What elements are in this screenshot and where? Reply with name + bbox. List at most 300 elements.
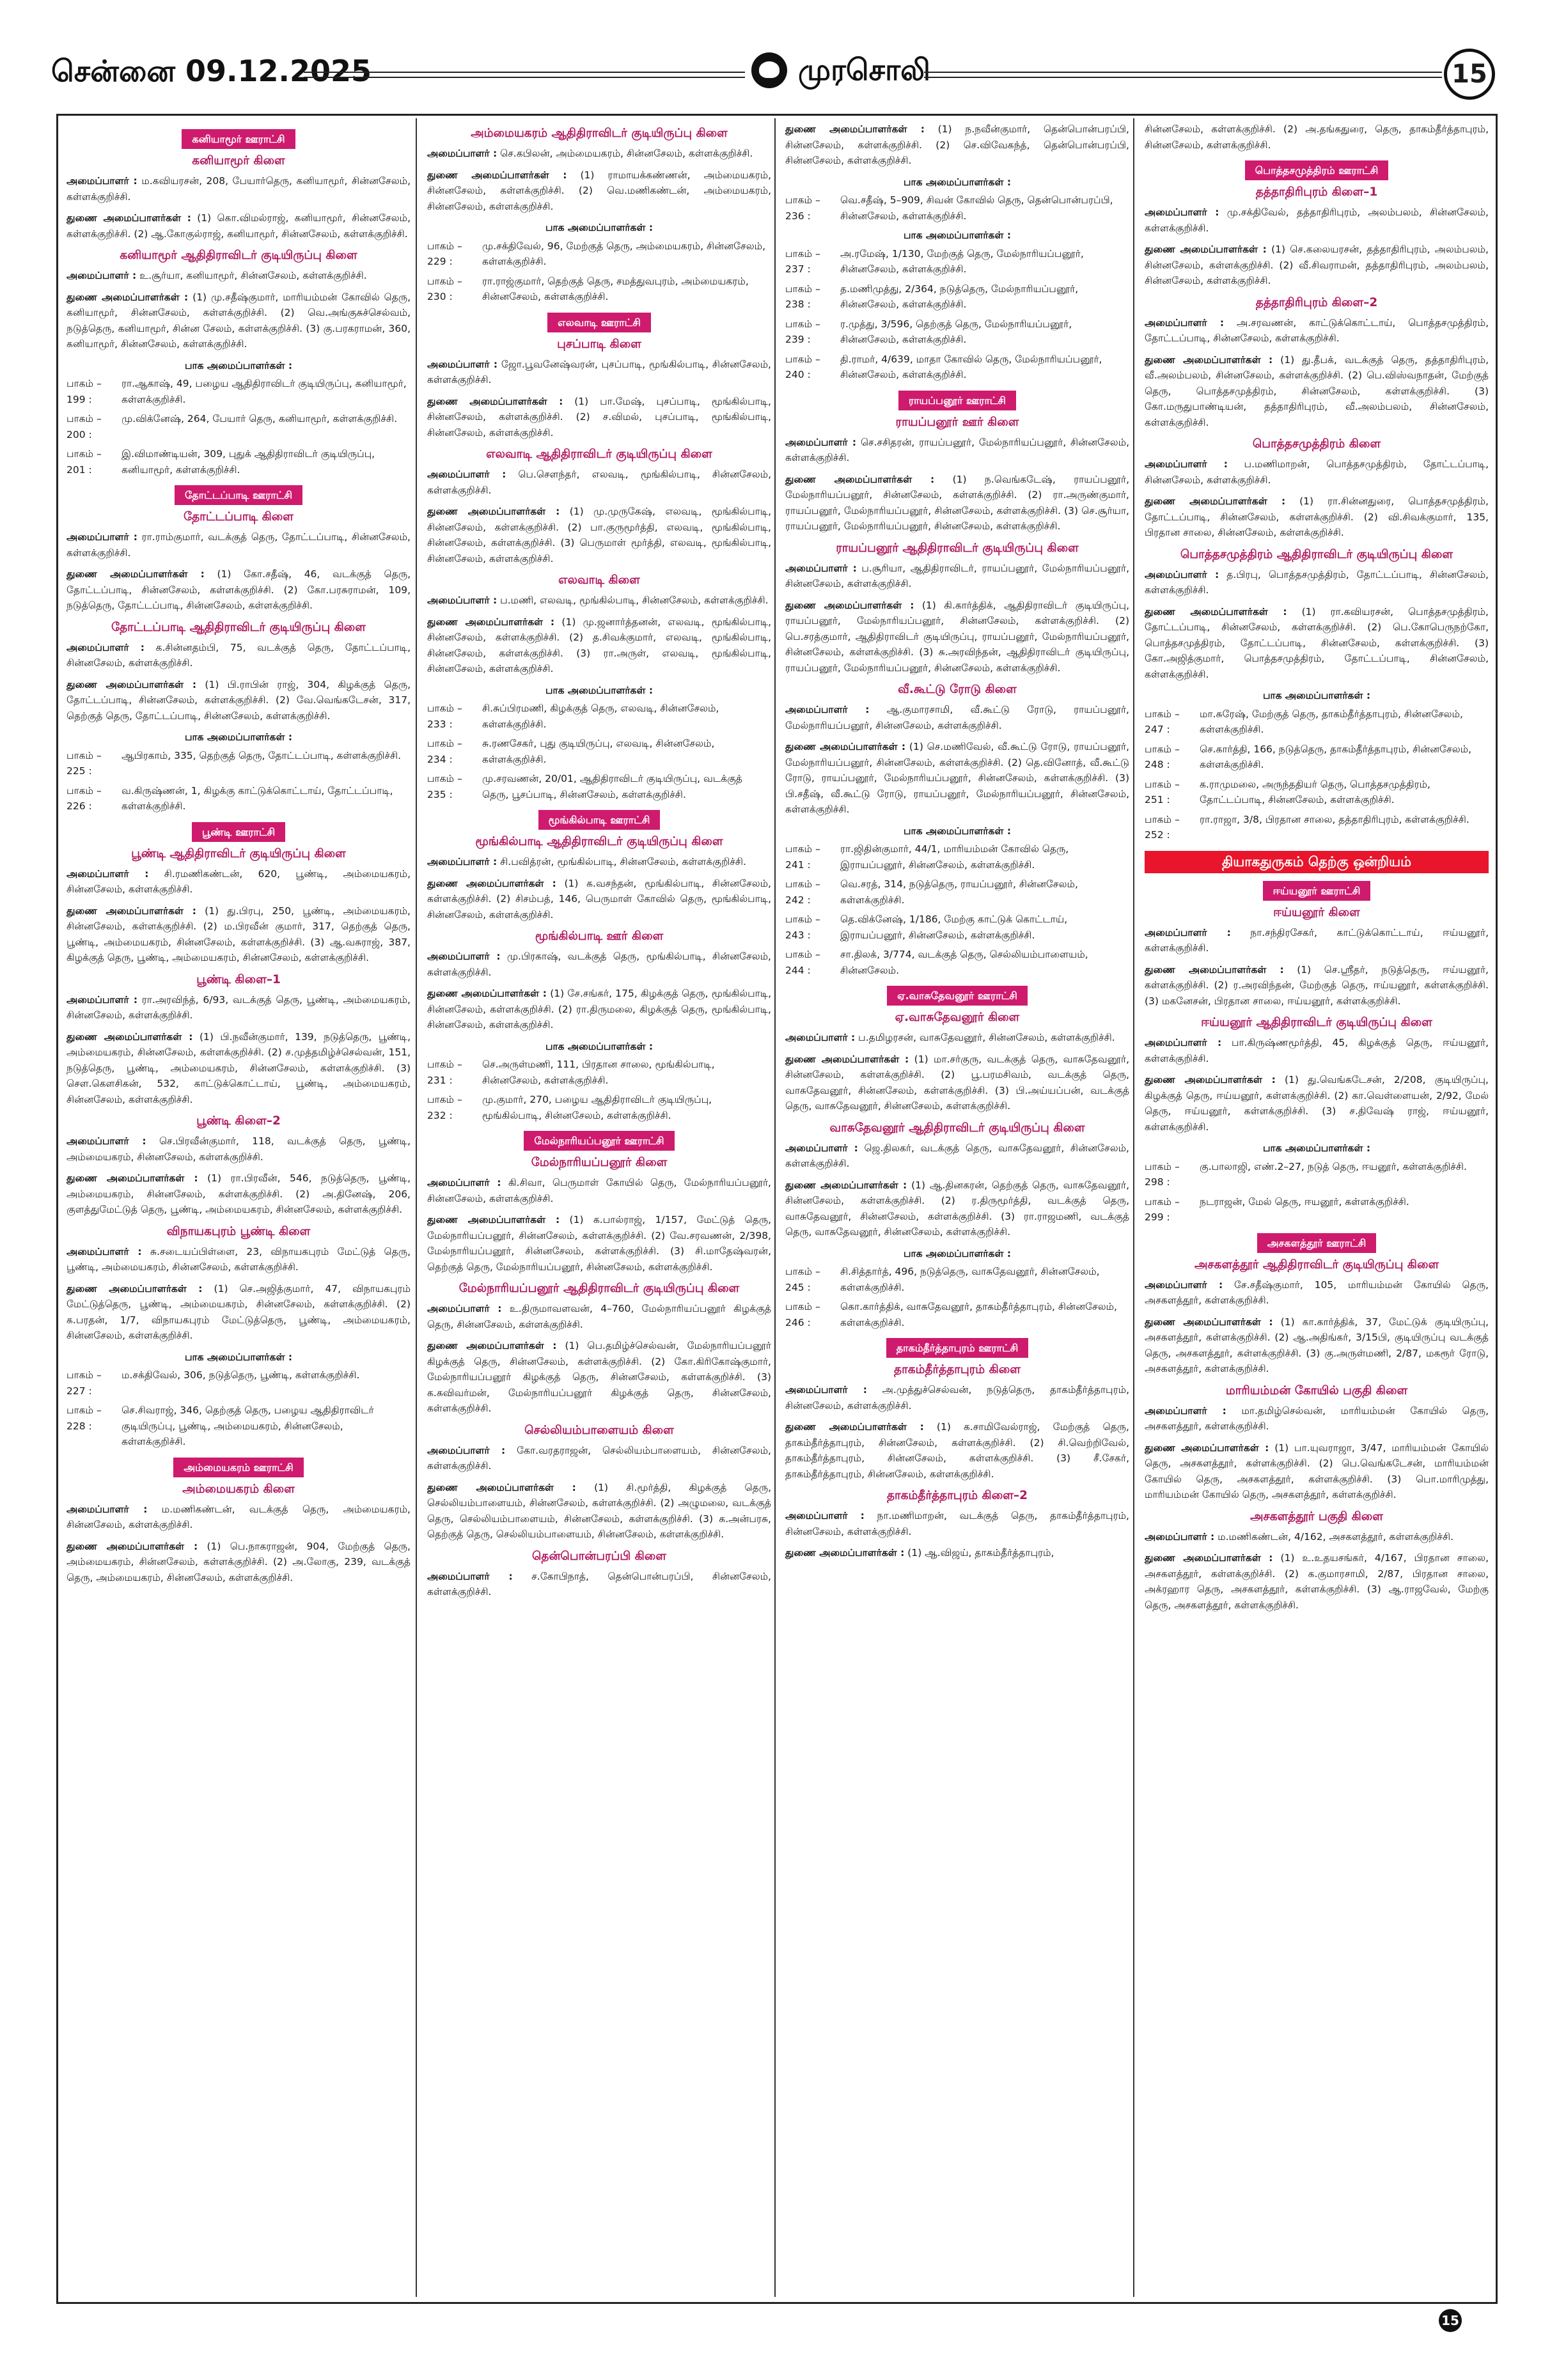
booth-detail: மு.சக்திவேல், 96, மேற்குத் தெரு, அம்மையகரம், சின்னசேலம், கள்ளக்குறிச்சி. <box>482 240 766 267</box>
entry-text: செ.சசிதரன், ராயப்பனூர், மேல்நாரியப்பனூர், சின்னசேலம், கள்ளக்குறிச்சி. <box>785 436 1129 463</box>
role-label: துணை அமைப்பாளர்கள் : <box>427 616 555 628</box>
entry-text: சி.பவித்ரன், மூங்கில்பாடி, சின்னசேலம், கள்ளக்குறிச்சி. <box>500 856 746 867</box>
subsection-label: பாக அமைப்பாளர்கள் : <box>184 1351 293 1363</box>
appointment-entry <box>427 467 771 498</box>
role-label: துணை அமைப்பாளர்கள் : <box>67 291 189 303</box>
footer-page-number: 15 <box>1439 2309 1462 2332</box>
entry-text: பெ.சௌந்தர், எலவடி, மூங்கில்பாடி, சின்னசேலம், கள்ளக்குறிச்சி. <box>427 469 771 496</box>
role-label: அமைப்பாளர் : <box>67 867 149 880</box>
appointment-entry <box>67 268 411 284</box>
appointment-entry <box>785 702 1129 733</box>
booth-detail: மு.குமார், 270, பழைய ஆதிதிராவிடர் குடியிருப்பு, மூங்கில்பாடி, சின்னசேலம், கள்ளக்குறிச்சி. <box>482 1094 712 1121</box>
entry-text: த.பிரபு, பொத்தசமுத்திரம், தோட்டப்பாடி, சின்னசேலம், கள்ளக்குறிச்சி. <box>1145 568 1489 596</box>
branch-heading: பூண்டி கிளை–2 <box>196 1114 281 1128</box>
role-label: துணை அமைப்பாளர்கள் : <box>785 123 925 135</box>
masthead-rule-left <box>304 72 745 78</box>
entry-text: ப.தமிழரசன், வாசுதேவனூர், சின்னசேலம், கள்ளக்குறிச்சி. <box>858 1032 1115 1043</box>
role-label: அமைப்பாளர் : <box>427 1570 513 1582</box>
entry-text: (1) செ.மணிவேல், வீ.கூட்டு ரோடு, ராயப்பனூர், மேல்நாரியப்பனூர், சின்னசேலம், கள்ளக்குறிச்சி. (2) தெ.வினோத், வீ.கூட்டு ரோடு, ராயப்பனூர், மேல்நாரியப்பனூர், சின்னசேலம், கள்ளக்குறிச்சி. (3) பி.சதீஷ், வீ.கூட்டு ரோடு, ராயப்பனூர், மேல்நாரியப்பனூர், சின்னசேலம், கள்ளக்குறிச்சி. <box>785 741 1129 815</box>
booth-number: பாகம் – 298 : <box>1145 1160 1180 1188</box>
booth-detail: வெ.சதீஷ், 5–909, சிவன் கோவில் தெரு, தென்பொன்பரப்பி, சின்னசேலம், கள்ளக்குறிச்சி. <box>840 194 1113 222</box>
section-banner: எலவாடி ஊராட்சி <box>547 313 651 332</box>
role-label: துணை அமைப்பாளர்கள் : <box>67 1282 203 1295</box>
appointment-entry <box>67 1539 411 1586</box>
subsection-label: பாக அமைப்பாளர்கள் : <box>903 1247 1012 1259</box>
entry-text: சி.ரமணிகண்டன், 620, பூண்டி, அம்மையகரம், சின்னசேலம், கள்ளக்குறிச்சி. <box>67 867 411 895</box>
section-banner: அசகளத்தூர் ஊராட்சி <box>1257 1233 1377 1253</box>
booth-number: பாகம் – 251 : <box>1145 778 1180 805</box>
subsection-label: பாக அமைப்பாளர்கள் : <box>545 684 654 696</box>
entry-text: (1) பி.நவீன்குமார், 139, நடுத்தெரு, பூண்டி, அம்மையகரம், சின்னசேலம், கள்ளக்குறிச்சி. (2) ச.முத்தமிழ்ச்செல்வன், 151, நடுத்தெரு, பூண்டி, அம்மையகரம், சின்னசேலம், கள்ளக்குறிச்சி. (3) சௌ.கௌசிகன், 532, காட்டுக்கொட்டாய், பூண்டி, அம்மையகரம், சின்னசேலம், கள்ளக்குறிச்சி. <box>67 1031 411 1105</box>
branch-heading: தத்தாதிரிபுரம் கிளை–1 <box>1255 185 1378 199</box>
booth-entry <box>427 771 771 802</box>
branch-heading: ராயப்பனூர் ஊர் கிளை <box>895 415 1019 429</box>
branch-heading: ராயப்பனூர் ஆதிதிராவிடர் குடியிருப்பு கிளை <box>836 541 1079 555</box>
role-label: அமைப்பாளர் : <box>1145 1530 1215 1543</box>
booth-detail: இ.விமாண்டியன், 309, புதுக் ஆதிதிராவிடர் குடியிருப்பு, கனியாமூர், கள்ளக்குறிச்சி. <box>121 448 375 476</box>
branch-heading: ஈய்யனூர் கிளை <box>1273 905 1360 919</box>
appointment-entry <box>427 876 771 923</box>
entry-text: (1) சி.மூர்த்தி, கிழக்குத் தெரு, செல்லியம்பாளையம், சின்னசேலம், கள்ளக்குறிச்சி. (2) அழுமலை, வடக்குத் தெரு, செல்லியம்பாளையம், சின்னசேலம், கள்ளக்குறிச்சி. (3) க.அன்பரசு, தெற்குத் தெரு, செல்லியம்பாளையம், சின்னசேலம், கள்ளக்குறிச்சி. <box>427 1481 771 1540</box>
booth-entry <box>785 1299 1129 1330</box>
role-label: அமைப்பாளர் : <box>1145 316 1225 329</box>
entry-text: (1) செ.அஜித்குமார், 47, விநாயகபுரம் மேட்டுத்தெரு, பூண்டி, அம்மையகரம், சின்னசேலம், கள்ளக்குறிச்சி. (2) க.பரதன், 1/7, விநாயகபுரம் மேட்டுத்தெரு, பூண்டி, அம்மையகரம், சின்னசேலம், கள்ளக்குறிச்சி. <box>67 1282 411 1341</box>
branch-heading: மூங்கில்பாடி ஆதிதிராவிடர் குடியிருப்பு கிளை <box>475 835 723 848</box>
entry-text: செ.பிரவீன்குமார், 118, வடக்குத் தெரு, பூண்டி, அம்மையகரம், சின்னசேலம், கள்ளக்குறிச்சி. <box>67 1135 411 1163</box>
booth-entry <box>1145 1194 1489 1225</box>
appointment-entry <box>1145 567 1489 598</box>
appointment-entry <box>427 593 771 609</box>
entry-text: உ.சூர்யா, கனியாமூர், சின்னசேலம், கள்ளக்குறிச்சி. <box>139 270 367 281</box>
role-label: துணை அமைப்பாளர்கள் : <box>67 212 191 224</box>
booth-number: பாகம் – 231 : <box>427 1059 462 1086</box>
appointment-entry <box>67 677 411 724</box>
entry-text: க.சின்னதம்பி, 75, வடக்குத் தெரு, தோட்டப்பாடி, சின்னசேலம், கள்ளக்குறிச்சி. <box>67 641 411 669</box>
appointment-entry <box>1145 925 1489 956</box>
role-label: துணை அமைப்பாளர்கள் : <box>1145 1074 1276 1085</box>
appointment-entry <box>785 598 1129 676</box>
role-label: துணை அமைப்பாளர்கள் : <box>785 599 914 611</box>
appointment-entry <box>1145 456 1489 488</box>
booth-entry <box>67 783 411 814</box>
appointment-entry <box>785 1382 1129 1413</box>
column-rule <box>416 118 417 2297</box>
role-label: துணை அமைப்பாளர்கள் : <box>427 1481 576 1493</box>
appointment-entry <box>785 1030 1129 1046</box>
subsection-label: பாக அமைப்பாளர்கள் : <box>184 731 293 743</box>
booth-entry <box>785 192 1129 224</box>
subsection-label: பாக அமைப்பாளர்கள் : <box>903 229 1012 241</box>
booth-number: பாகம் – 246 : <box>785 1301 820 1328</box>
booth-number: பாகம் – 235 : <box>427 773 462 800</box>
booth-detail: கு.பாலாஜி, எண்.2–27, நடுத் தெரு, ஈயனூர், கள்ளக்குறிச்சி. <box>1200 1160 1467 1172</box>
booth-detail: வெ.சரத், 314, நடுத்தெரு, ராயப்பனூர், சின்னசேலம், கள்ளக்குறிச்சி. <box>840 878 1078 906</box>
booth-entry <box>427 1057 771 1088</box>
appointment-entry <box>67 566 411 614</box>
appointment-entry <box>1145 962 1489 1009</box>
entry-text: (1) ஆ.தினகரன், தெற்குத் தெரு, வாசுதேவனூர், சின்னசேலம், கள்ளக்குறிச்சி. (2) ர.திருமூர்த்தி, வடக்குத் தெரு, வாசுதேவனூர், சின்னசேலம், கள்ளக்குறிச்சி. (3) ரா.ராஜமணி, வடக்குத் தெரு, வாசுதேவனூர், சின்னசேலம், கள்ளக்குறிச்சி. <box>785 1179 1129 1238</box>
appointment-entry <box>427 1480 771 1543</box>
entry-text: ப.மணிமாறன், பொத்தசமுத்திரம், தோட்டப்பாடி, சின்னசேலம், கள்ளக்குறிச்சி. <box>1145 458 1489 486</box>
appointment-entry <box>1145 1277 1489 1309</box>
booth-detail: அ.ரமேஷ், 1/130, மேற்குத் தெரு, மேல்நாரியப்பனூர், சின்னசேலம், கள்ளக்குறிச்சி. <box>840 247 1084 275</box>
role-label: அமைப்பாளர் : <box>427 1177 501 1188</box>
entry-text: ஆ.குமாரசாமி, வீ.கூட்டு ரோடு, ராயப்பனூர், மேல்நாரியப்பனூர், சின்னசேலம், கள்ளக்குறிச்சி. <box>785 704 1129 731</box>
role-label: அமைப்பாளர் : <box>67 1503 148 1515</box>
branch-heading: தோட்டப்பாடி கிளை <box>183 510 294 524</box>
booth-entry <box>67 411 411 442</box>
branch-heading: மேல்நாரியப்பனூர் ஆதிதிராவிடர் குடியிருப்பு கிளை <box>458 1282 740 1295</box>
branch-heading: தாகம்தீர்த்தாபுரம் கிளை–2 <box>886 1489 1028 1502</box>
branch-heading: பொத்தசமுத்திரம் ஆதிதிராவிடர் குடியிருப்பு கிளை <box>1180 547 1453 561</box>
appointment-entry <box>1145 494 1489 541</box>
section-banner: ஏ.வாசுதேவனூர் ஊராட்சி <box>887 986 1028 1006</box>
booth-number: பாகம் – 247 : <box>1145 708 1180 735</box>
role-label: துணை அமைப்பாளர்கள் : <box>67 905 196 917</box>
role-label: அமைப்பாளர் : <box>1145 458 1228 470</box>
booth-number: பாகம் – 238 : <box>785 283 820 310</box>
entry-text: ப.மணி, எலவடி, மூங்கில்பாடி, சின்னசேலம், கள்ளக்குறிச்சி. <box>500 595 769 606</box>
entry-text: (1) து.பிரபு, 250, பூண்டி, அம்மையகரம், சின்னசேலம், கள்ளக்குறிச்சி. (2) ம.பிரவீன் குமார், 317, தெற்குத் தெரு, பூண்டி, அம்மையகரம், சின்னசேலம், கள்ளக்குறிச்சி. (3) ஆ.வசுராஜ், 387, கிழக்குத் தெரு, பூண்டி, அம்மையகரம், சின்னசேலம், கள்ளக்குறிச்சி. <box>67 905 411 963</box>
appointment-entry <box>1145 1550 1489 1613</box>
section-banner: கனியாமூர் ஊராட்சி <box>182 129 295 149</box>
role-label: துணை அமைப்பாளர்கள் : <box>427 1340 557 1351</box>
branch-heading: பொத்தசமுத்திரம் கிளை <box>1252 437 1381 451</box>
subsection-label: பாக அமைப்பாளர்கள் : <box>903 825 1012 837</box>
booth-detail: ஆபிரகாம், 335, தெற்குத் தெரு, தோட்டப்பாடி, கள்ளக்குறிச்சி. <box>121 749 402 761</box>
booth-entry <box>785 352 1129 383</box>
role-label: அமைப்பாளர் : <box>427 951 501 962</box>
appointment-entry <box>427 1212 771 1275</box>
section-banner: தோட்டப்பாடி ஊராட்சி <box>175 485 302 505</box>
role-label: அமைப்பாளர் : <box>427 148 497 159</box>
booth-number: பாகம் – 233 : <box>427 703 462 730</box>
booth-detail: தி.ராமர், 4/639, மாதா கோவில் தெரு, மேல்நாரியப்பனூர், சின்னசேலம், கள்ளக்குறிச்சி. <box>840 353 1102 380</box>
booth-number: பாகம் – 200 : <box>67 413 102 440</box>
booth-entry <box>1145 777 1489 808</box>
booth-entry <box>67 446 411 478</box>
booth-number: பாகம் – 248 : <box>1145 743 1180 770</box>
entry-text: மு.பிரகாஷ், வடக்குத் தெரு, மூங்கில்பாடி, சின்னசேலம், கள்ளக்குறிச்சி. <box>427 951 771 978</box>
booth-number: பாகம் – 236 : <box>785 194 820 222</box>
appointment-entry <box>1145 1035 1489 1066</box>
appointment-entry <box>785 121 1129 169</box>
entry-text: செ.கபிலன், அம்மையகரம், சின்னசேலம், கள்ளக்குறிச்சி. <box>500 148 753 159</box>
appointment-entry <box>67 290 411 352</box>
booth-detail: ரா.ராஜா, 3/8, பிரதான சாலை, தத்தாதிரிபுரம், கள்ளக்குறிச்சி. <box>1200 813 1469 825</box>
entry-text: ஜோ.பூவனேஷ்வரன், புசப்பாடி, மூங்கில்பாடி, சின்னசேலம், கள்ளக்குறிச்சி. <box>427 358 771 385</box>
subsection-label: பாக அமைப்பாளர்கள் : <box>184 359 293 371</box>
appointment-entry <box>67 992 411 1023</box>
entry-text: ச.கோபிநாத், தென்பொன்பரப்பி, சின்னசேலம், கள்ளக்குறிச்சி. <box>427 1570 771 1598</box>
booth-entry <box>427 736 771 767</box>
entry-text: (1) க.பால்ராஜ், 1/157, மேட்டுத் தெரு, மேல்நாரியப்பனூர், சின்னசேலம், கள்ளக்குறிச்சி. (2) வே.சரவணன், 2/398, மேல்நாரியப்பனூர், சின்னசேலம், கள்ளக்குறிச்சி. (3) சி.மாதேஷ்வரன், தெற்குத் தெரு, மேல்நாரியப்பனூர், சின்னசேலம், கள்ளக்குறிச்சி. <box>427 1214 771 1273</box>
entry-text: ஜெ.திலகர், வடக்குத் தெரு, வாசுதேவனூர், சின்னசேலம், கள்ளக்குறிச்சி. <box>785 1142 1129 1169</box>
booth-number: பாகம் – 243 : <box>785 914 820 941</box>
booth-entry <box>427 1092 771 1123</box>
booth-number: பாகம் – 201 : <box>67 448 102 476</box>
entry-text: (1) க.வசந்தன், மூங்கில்பாடி, சின்னசேலம், கள்ளக்குறிச்சி. (2) சிசம்பத், 146, பெருமாள் கோவில் தெரு, மூங்கில்பாடி, சின்னசேலம், கள்ளக்குறிச்சி. <box>427 877 771 921</box>
entry-text: ம.மணிகண்டன், 4/162, அசகளத்தூர், கள்ளக்குறிச்சி. <box>1218 1530 1454 1543</box>
entry-text: நா.சந்திரசேகர், காட்டுக்கொட்டாய், ஈய்யனூர், கள்ளக்குறிச்சி. <box>1145 926 1489 954</box>
role-label: துணை அமைப்பாளர்கள் : <box>427 988 547 999</box>
subsection-label: பாக அமைப்பாளர்கள் : <box>1262 690 1371 701</box>
entry-text: (1) பா.யுவராஜா, 3/47, மாரியம்மன் கோயில் தெரு, அசகளத்தூர், கள்ளக்குறிச்சி. (2) பெ.வெங்கடேசன், மாரியம்மன் கோயில் தெரு, அசகளத்தூர், கள்ளக்குறிச்சி. (3) பொ.மாரிமுத்து, மாரியம்மன் கோயில் தெரு, அசகளத்தூர், கள்ளக்குறிச்சி. <box>1145 1442 1489 1500</box>
appointment-entry <box>427 357 771 388</box>
booth-detail: நடராஜன், மேல் தெரு, ஈயனூர், கள்ளக்குறிச்சி. <box>1200 1195 1409 1208</box>
branch-heading: விநாயகபுரம் பூண்டி கிளை <box>166 1224 311 1238</box>
entry-text: ம.மணிகண்டன், வடக்குத் தெரு, அம்மையகரம், சின்னசேலம், கள்ளக்குறிச்சி. <box>67 1503 411 1530</box>
role-label: துணை அமைப்பாளர்கள் : <box>785 741 906 752</box>
booth-entry <box>427 701 771 732</box>
branch-heading: செல்லியம்பாளையம் கிளை <box>524 1423 674 1437</box>
entry-text: (1) ரா.பிரவீன், 546, நடுத்தெரு, பூண்டி, அம்மையகரம், சின்னசேலம், கள்ளக்குறிச்சி. (2) அ.தினேஷ், 206, குளத்துமேட்டுத் தெரு, பூண்டி, அம்மையகரம், சின்னசேலம், கள்ளக்குறிச்சி. <box>67 1172 411 1215</box>
role-label: துணை அமைப்பாளர்கள் : <box>1145 1316 1273 1328</box>
appointment-entry <box>427 146 771 162</box>
booth-number: பாகம் – 299 : <box>1145 1195 1180 1223</box>
booth-number: பாகம் – 229 : <box>427 240 462 267</box>
appointment-entry <box>427 167 771 215</box>
booth-detail: சு.ரணசேகர், புது குடியிருப்பு, எலவடி, சின்னசேலம், கள்ளக்குறிச்சி. <box>482 738 715 765</box>
role-label: அமைப்பாளர் : <box>1145 568 1219 580</box>
appointment-entry <box>1145 352 1489 431</box>
role-label: துணை அமைப்பாளர்கள் : <box>785 1053 909 1065</box>
branch-heading: வாசுதேவனூர் ஆதிதிராவிடர் குடியிருப்பு கிளை <box>829 1121 1085 1135</box>
booth-number: பாகம் – 227 : <box>67 1369 102 1397</box>
booth-number: பாகம் – 226 : <box>67 784 102 812</box>
booth-number: பாகம் – 242 : <box>785 878 820 906</box>
appointment-entry <box>1145 205 1489 236</box>
section-banner: பொத்தசமுத்திரம் ஊராட்சி <box>1245 160 1388 180</box>
role-label: துணை அமைப்பாளர்கள் : <box>427 395 563 407</box>
branch-heading: வீ.கூட்டு ரோடு கிளை <box>898 683 1017 696</box>
role-label: அமைப்பாளர் : <box>785 1510 865 1521</box>
booth-entry <box>785 1264 1129 1295</box>
entry-text: பா.கிருஷ்ணமூர்த்தி, 45, கிழக்குத் தெரு, ஈய்யனூர், கள்ளக்குறிச்சி. <box>1145 1037 1489 1064</box>
entry-text: (1) மு.முருகேஷ், எலவடி, மூங்கில்பாடி, சின்னசேலம், கள்ளக்குறிச்சி. (2) பா.குருமூர்த்தி, எலவடி, மூங்கில்பாடி, சின்னசேலம், கள்ளக்குறிச்சி. (3) பெருமாள் மூர்த்தி, எலவடி, மூங்கில்பாடி, சின்னசேலம், கள்ளக்குறிச்சி. <box>427 506 771 564</box>
booth-detail: வ.கிருஷ்ணன், 1, கிழக்கு காட்டுக்கொட்டாய், தோட்டப்பாடி, கள்ளக்குறிச்சி. <box>121 784 393 812</box>
booth-entry <box>67 748 411 779</box>
role-label: அமைப்பாளர் : <box>67 641 145 653</box>
role-label: துணை அமைப்பாளர்கள் : <box>67 678 197 690</box>
role-label: அமைப்பாளர் : <box>427 469 506 480</box>
branch-heading: எலவாடி கிளை <box>558 573 640 587</box>
appointment-entry <box>427 394 771 441</box>
role-label: அமைப்பாளர் : <box>785 436 857 448</box>
booth-entry <box>1145 706 1489 738</box>
role-label: அமைப்பாளர் : <box>67 270 137 281</box>
appointment-entry <box>427 986 771 1033</box>
booth-entry <box>785 947 1129 978</box>
role-label: அமைப்பாளர் : <box>785 704 870 715</box>
section-banner: அம்மையகரம் ஊராட்சி <box>173 1458 303 1477</box>
booth-entry <box>785 876 1129 908</box>
booth-entry <box>1145 812 1489 843</box>
booth-detail: ரா.ராஜ்குமார், தெற்குத் தெரு, சமத்துவபுரம், அம்மையகரம், சின்னசேலம், கள்ளக்குறிச்சி. <box>482 275 749 302</box>
appointment-entry <box>67 1029 411 1108</box>
entry-text: ரா.ராம்குமார், வடக்குத் தெரு, தோட்டப்பாடி, சின்னசேலம், கள்ளக்குறிச்சி. <box>67 531 411 559</box>
booth-detail: ரா.ஜிதின்குமார், 44/1, மாரியம்மன் கோவில் தெரு, இராயப்பனூர், சின்னசேலம், கள்ளக்குறிச்சி. <box>840 843 1069 871</box>
section-banner: தாகம்தீர்த்தாபுரம் ஊராட்சி <box>886 1338 1029 1358</box>
appointment-entry <box>67 529 411 561</box>
appointment-entry <box>1145 1403 1489 1435</box>
entry-text: (1) ராமாயக்கண்ணன், அம்மையகரம், சின்னசேலம், கள்ளக்குறிச்சி. (2) வெ.மணிகண்டன், அம்மையகரம், சின்னசேலம், கள்ளக்குறிச்சி. <box>427 169 771 212</box>
booth-detail: மு.விக்னேஷ், 264, பேயார் தெரு, கனியாமூர், கள்ளக்குறிச்சி. <box>121 413 398 424</box>
role-label: துணை அமைப்பாளர்கள் : <box>1145 1552 1273 1564</box>
role-label: துணை அமைப்பாளர்கள் : <box>1145 495 1286 507</box>
entry-text: (1) மா.சர்குரு, வடக்குத் தெரு, வாசுதேவனூர், சின்னசேலம், கள்ளக்குறிச்சி. (2) பூ.பரமசிவம், வடக்குத் தெரு, வாசுதேவனூர், சின்னசேலம், கள்ளக்குறிச்சி. (3) பி.அய்யப்பன், வடக்குத் தெரு, வாசுதேவனூர், சின்னசேலம், கள்ளக்குறிச்சி. <box>785 1053 1129 1112</box>
appointment-entry <box>427 949 771 980</box>
entry-text: சு.சடையப்பிள்ளை, 23, விநாயகபுரம் மேட்டுத் தெரு, பூண்டி, அம்மையகரம், சின்னசேலம், கள்ளக்குறிச்சி. <box>67 1245 411 1273</box>
column-4 <box>1145 121 1489 2292</box>
appointment-entry <box>785 561 1129 592</box>
booth-number: பாகம் – 252 : <box>1145 813 1180 841</box>
subsection-label: பாக அமைப்பாளர்கள் : <box>545 222 654 233</box>
booth-detail: ம.சக்திவேல், 306, நடுத்தெரு, பூண்டி, கள்ளக்குறிச்சி. <box>121 1369 360 1381</box>
entry-text: (1) பி.ராபின் ராஜ், 304, கிழக்குத் தெரு, தோட்டப்பாடி, சின்னசேலம், கள்ளக்குறிச்சி. (2) வே.வெங்கடேசன், 317, தெற்குத் தெரு, தோட்டப்பாடி, சின்னசேலம், கள்ளக்குறிச்சி. <box>67 678 411 722</box>
role-label: துணை அமைப்பாளர்கள் : <box>1145 354 1273 366</box>
entry-text: (1) து.வெங்கடேசன், 2/208, குடியிருப்பு, கிழக்குத் தெரு, ஈய்யனூர், கள்ளக்குறிச்சி. (2) கா.வெள்ளையன், 2/92, மேல் தெரு, ஈய்யனூர், கள்ளக்குறிச்சி. (3) ச.திவேஷ் ராஜ், ஈய்யனூர், கள்ளக்குறிச்சி. <box>1145 1074 1489 1133</box>
role-label: அமைப்பாளர் : <box>785 1032 856 1043</box>
appointment-entry <box>67 866 411 898</box>
booth-number: பாகம் – 241 : <box>785 843 820 871</box>
appointment-entry <box>427 1175 771 1206</box>
entry-text: (1) உ.உதயசங்கர், 4/167, பிரதான சாலை, அசகளத்தூர், கள்ளக்குறிச்சி. (2) க.குமாரசாமி, 2/87, பிரதான சாலை, அக்ரஹார தெரு, அசகளத்தூர், கள்ளக்குறிச்சி. (3) ஆ.ராஜவேல், மேற்கு தெரு, அசகளத்தூர், கள்ளக்குறிச்சி. <box>1145 1552 1489 1611</box>
subsection-label: பாக அமைப்பாளர்கள் : <box>545 1040 654 1052</box>
masthead-rule-right <box>924 72 1442 78</box>
booth-entry <box>785 246 1129 277</box>
appointment-entry <box>427 1569 771 1600</box>
booth-entry <box>785 281 1129 313</box>
role-label: துணை அமைப்பாளர்கள் : <box>427 506 560 517</box>
booth-detail: ர.முத்து, 3/596, தெற்குத் தெரு, மேல்நாரியப்பனூர், சின்னசேலம், கள்ளக்குறிச்சி. <box>840 318 1072 345</box>
booth-number: பாகம் – 225 : <box>67 749 102 777</box>
role-label: துணை அமைப்பாளர்கள் : <box>1145 605 1287 618</box>
appointment-entry <box>785 1052 1129 1114</box>
appointment-entry <box>785 1545 1129 1561</box>
appointment-entry <box>427 1301 771 1332</box>
entry-text: (1) ஆ.விஜய், தாகம்தீர்த்தாபுரம், <box>907 1547 1054 1559</box>
role-label: துணை அமைப்பாளர்கள் : <box>67 1172 198 1184</box>
continued-text: சின்னசேலம், கள்ளக்குறிச்சி. (2) அ.தங்கதுரை, தெரு, தாகம்தீர்த்தாபுரம், சின்னசேலம், கள்ளக்குறிச்சி. <box>1145 123 1489 151</box>
union-banner: தியாகதுருகம் தெற்கு ஒன்றியம் <box>1145 851 1489 873</box>
branch-heading: தாகம்தீர்த்தாபுரம் கிளை <box>894 1363 1021 1376</box>
role-label: அமைப்பாளர் : <box>67 175 137 187</box>
booth-entry <box>67 1403 411 1450</box>
entry-text: (1) செ.கலையரசன், தத்தாதிரிபுரம், அலம்பலம், சின்னசேலம், கள்ளக்குறிச்சி. (2) வீ.சிவராமன், தத்தாதிரிபுரம், அலம்பலம், சின்னசேலம், கள்ளக்குறிச்சி. <box>1145 244 1489 286</box>
booth-detail: செ.கார்த்தி, 166, நடுத்தெரு, தாகம்தீர்த்தாபுரம், சின்னசேலம், கள்ளக்குறிச்சி. <box>1200 743 1472 770</box>
role-label: துணை அமைப்பாளர்கள் : <box>785 1179 907 1191</box>
booth-detail: தெ.விக்னேஷ், 1/186, மேற்கு காட்டுக் கொட்டாய், இராயப்பனூர், சின்னசேலம், கள்ளக்குறிச்சி. <box>840 914 1068 941</box>
role-label: துணை அமைப்பாளர்கள் : <box>67 1540 198 1552</box>
appointment-entry <box>1145 315 1489 346</box>
booth-detail: சா.திலக், 3/774, வடக்குத் தெரு, செல்லியம்பாளையம், சின்னசேலம். <box>840 949 1088 976</box>
role-label: துணை அமைப்பாளர்கள் : <box>427 169 567 181</box>
entry-text: (1) மு.ஜனார்த்தனன், எலவடி, மூங்கில்பாடி, சின்னசேலம், கள்ளக்குறிச்சி. (2) த.சிவக்குமார், எலவடி, மூங்கில்பாடி, சின்னசேலம், கள்ளக்குறிச்சி. (3) ரா.அருள், எலவடி, மூங்கில்பாடி, சின்னசேலம், கள்ளக்குறிச்சி. <box>427 616 771 674</box>
booth-detail: கொ.கார்த்திக், வாசுதேவனூர், தாகம்தீர்த்தாபுரம், சின்னசேலம், கள்ளக்குறிச்சி. <box>840 1301 1117 1328</box>
entry-text: (1) ந.வெங்கடேஷ், ராயப்பனூர், மேல்நாரியப்பனூர், சின்னசேலம், கள்ளக்குறிச்சி. (2) ரா.அருண்குமார், ராயப்பனூர், மேல்நாரியப்பனூர், சின்னசேலம், கள்ளக்குறிச்சி. (3) செ.சூர்யா, ராயப்பனூர், மேல்நாரியப்பனூர், சின்னசேலம், கள்ளக்குறிச்சி. <box>785 473 1129 532</box>
branch-heading: தென்பொன்பரப்பி கிளை <box>532 1549 666 1563</box>
booth-detail: சி.சுப்பிரமணி, கிழக்குத் தெரு, எலவடி, சின்னசேலம், கள்ளக்குறிச்சி. <box>482 703 719 730</box>
entry-text: கி.சிவா, பெருமாள் கோயில் தெரு, மேல்நாரியப்பனூர், சின்னசேலம், கள்ளக்குறிச்சி. <box>427 1177 771 1204</box>
appointment-entry <box>1145 604 1489 683</box>
entry-text: அ.சரவணன், காட்டுக்கொட்டாய், பொத்தசமுத்திரம், தோட்டப்பாடி, சின்னசேலம், கள்ளக்குறிச்சி. <box>1145 316 1489 344</box>
column-rule <box>774 118 776 2297</box>
entry-text: சே.சதீஷ்குமார், 105, மாரியம்மன் கோயில் தெரு, அசகளத்தூர், கள்ளக்குறிச்சி. <box>1145 1279 1489 1306</box>
entry-text: மு.சக்திவேல், தத்தாதிரிபுரம், அலம்பலம், சின்னசேலம், கள்ளக்குறிச்சி. <box>1145 206 1489 234</box>
role-label: துணை அமைப்பாளர்கள் : <box>785 1421 924 1433</box>
booth-number: பாகம் – 199 : <box>67 378 102 405</box>
entry-text: (1) கி.கார்த்திக், ஆதிதிராவிடர் குடியிருப்பு, ராயப்பனூர், மேல்நாரியப்பனூர், சின்னசேலம், கள்ளக்குறிச்சி. (2) பெ.சரத்குமார், ஆதிதிராவிடர் குடியிருப்பு, ராயப்பனூர், மேல்நாரியப்பனூர், சின்னசேலம், கள்ளக்குறிச்சி. (3) சு.அரவிந்தன், ஆதிதிராவிடர் குடியிருப்பு, ராயப்பனூர், மேல்நாரியப்பனூர், சின்னசேலம், கள்ளக்குறிச்சி. <box>785 599 1129 674</box>
page-number-badge: 15 <box>1444 49 1495 100</box>
appointment-entry <box>67 1171 411 1218</box>
role-label: அமைப்பாளர் : <box>785 1142 858 1154</box>
role-label: துணை அமைப்பாளர்கள் : <box>785 1547 905 1559</box>
appointment-entry <box>785 472 1129 534</box>
booth-detail: ரா.ஆகாஷ், 49, பழைய ஆதிதிராவிடர் குடியிருப்பு, கனியாமூர், கள்ளக்குறிச்சி. <box>121 378 407 405</box>
appointment-entry <box>785 1419 1129 1482</box>
newspaper-name: முரசொலி <box>798 52 930 87</box>
role-label: அமைப்பாளர் : <box>67 993 138 1006</box>
role-label: அமைப்பாளர் : <box>1145 206 1219 218</box>
booth-entry <box>785 841 1129 873</box>
role-label: அமைப்பாளர் : <box>427 1444 506 1456</box>
branch-heading: கனியாமூர் கிளை <box>192 154 285 167</box>
booth-entry <box>785 912 1129 943</box>
role-label: அமைப்பாளர் : <box>427 856 497 867</box>
appointment-entry <box>427 1443 771 1474</box>
entry-text: (1) ரா.சின்னதுரை, பொத்தசமுத்திரம், தோட்டப்பாடி, சின்னசேலம், கள்ளக்குறிச்சி. (2) வி.சிவக்குமார், 135, பிரதான சாலை, சின்னசேலம், கள்ளக்குறிச்சி. <box>1145 495 1489 538</box>
role-label: துணை அமைப்பாளர்கள் : <box>785 473 935 485</box>
entry-text: (1) செ.ஸ்ரீதர், நடுத்தெரு, ஈய்யனூர், கள்ளக்குறிச்சி. (2) ர.அரவிந்தன், மேற்குத் தெரு, ஈய்யனூர், கள்ளக்குறிச்சி. (3) மகனேசன், பிரதான சாலை, ஈய்யனூர், கள்ளக்குறிச்சி. <box>1145 963 1489 1007</box>
branch-heading: எலவாடி ஆதிதிராவிடர் குடியிருப்பு கிளை <box>486 447 712 461</box>
appointment-entry <box>785 1178 1129 1240</box>
role-label: துணை அமைப்பாளர்கள் : <box>1145 1442 1269 1454</box>
column-1 <box>67 121 411 2292</box>
appointment-entry <box>67 1133 411 1165</box>
branch-heading: அசகளத்தூர் ஆதிதிராவிடர் குடியிருப்பு கிளை <box>1194 1257 1439 1272</box>
section-banner: மேல்நாரியப்பனூர் ஊராட்சி <box>524 1131 674 1151</box>
role-label: துணை அமைப்பாளர்கள் : <box>1145 963 1284 976</box>
branch-heading: பூண்டி ஆதிதிராவிடர் குடியிருப்பு கிளை <box>131 846 346 860</box>
role-label: அமைப்பாளர் : <box>427 1303 502 1314</box>
booth-detail: செ.சிவராஜ், 346, தெற்குத் தெரு, பழைய ஆதிதிராவிடர் குடியிருப்பு, பூண்டி, அம்மையகரம், சின்னசேலம், கள்ளக்குறிச்சி. <box>121 1404 374 1447</box>
subsection-label: பாக அமைப்பாளர்கள் : <box>903 176 1012 188</box>
role-label: அமைப்பாளர் : <box>1145 1279 1223 1291</box>
entry-text: (1) கா.கார்த்திக், 37, மேட்டுக் குடியிருப்பு, அசகளத்தூர், கள்ளக்குறிச்சி. (2) ஆ.அதிங்கர், 3/15பி, குடியிருப்பு வடக்குத் தெரு, அசகளத்தூர், கள்ளக்குறிச்சி. (3) கு.அருள்மணி, 2/87, மகரூர் ரோடு, அசகளத்தூர், கள்ளக்குறிச்சி. <box>1145 1316 1489 1374</box>
booth-entry <box>785 316 1129 348</box>
section-banner: ராயப்பனூர் ஊராட்சி <box>898 391 1016 410</box>
appointment-entry <box>67 1244 411 1275</box>
role-label: அமைப்பாளர் : <box>427 358 498 370</box>
section-banner: பூண்டி ஊராட்சி <box>192 822 285 842</box>
booth-number: பாகம் – 245 : <box>785 1266 820 1293</box>
entry-text: (1) கொ.விமல்ராஜ், கனியாமூர், சின்னசேலம், கள்ளக்குறிச்சி. (2) ஆ.கோகுல்ராஜ், கனியாமூர், சின்னசேலம், கள்ளக்குறிச்சி. <box>67 212 411 240</box>
column-3 <box>785 121 1129 2292</box>
booth-number: பாகம் – 232 : <box>427 1094 462 1121</box>
branch-heading: அம்மையகரம் கிளை <box>182 1482 295 1496</box>
branch-heading: தோட்டப்பாடி ஆதிதிராவிடர் குடியிருப்பு கிளை <box>111 620 366 634</box>
booth-entry <box>427 274 771 305</box>
role-label: அமைப்பாளர் : <box>427 595 497 606</box>
role-label: அமைப்பாளர் : <box>1145 926 1231 938</box>
booth-detail: மா.சுரேஷ், மேற்குத் தெரு, தாகம்தீர்த்தாபுரம், சின்னசேலம், கள்ளக்குறிச்சி. <box>1200 708 1463 735</box>
entry-text: (1) பெ.நாகராஜன், 904, மேற்குத் தெரு, அம்மையகரம், சின்னசேலம், கள்ளக்குறிச்சி. (2) அ.லோகு, 239, வடக்குத் தெரு, அம்மையகரம், சின்னசேலம், கள்ளக்குறிச்சி. <box>67 1540 411 1583</box>
appointment-entry <box>67 210 411 242</box>
role-label: அமைப்பாளர் : <box>67 1135 146 1147</box>
role-label: அமைப்பாளர் : <box>1145 1404 1226 1417</box>
entry-text: ரா.அரவிந்த், 6/93, வடக்குத் தெரு, பூண்டி, அம்மையகரம், சின்னசேலம், கள்ளக்குறிச்சி. <box>67 993 411 1021</box>
